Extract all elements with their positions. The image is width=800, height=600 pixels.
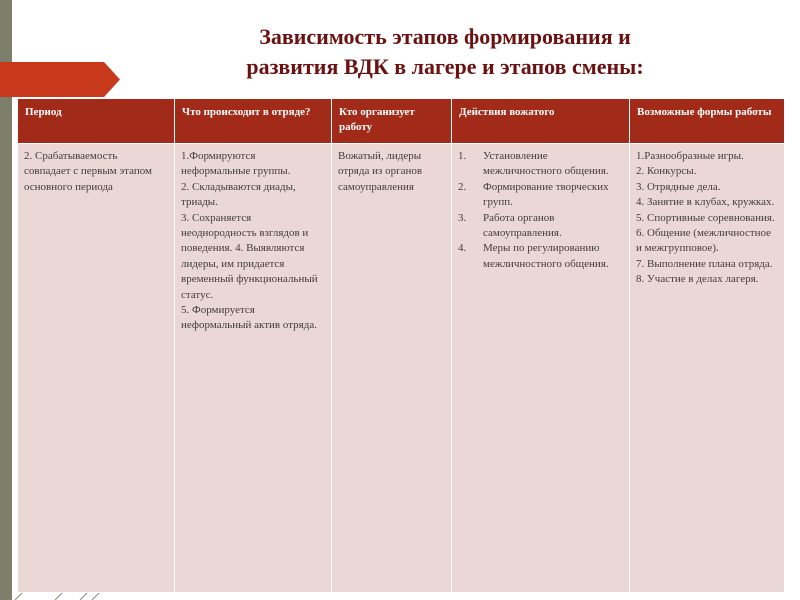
action-item [458,149,621,180]
action-number: 4. [458,242,467,255]
action-text: Меры по регулированию межличностного общения. [483,242,609,270]
title-arrow-shape [0,62,120,97]
action-text: Установление межличностного общения. [483,150,609,178]
cell-organizers: Вожатый, лидеры отряда из органов самоуправления [332,144,452,593]
cell-period: 2. Срабатываемость совпадает с первым этапом основного периода [18,144,175,593]
form-item: 1.Разнообразные игры. [636,150,744,162]
form-item: 8. Участие в делах лагеря. [636,273,759,286]
action-text: Работа органов самоуправления. [483,211,562,240]
slide-title [150,22,740,82]
happening-item: 1.Формируются неформальные группы. [181,150,291,178]
slide-title-line-1: Зависимость этапов формирования и [259,24,631,49]
header-forms: Возможные формы работы [630,99,785,144]
header-period: Период [18,99,175,144]
action-item [458,180,621,211]
slide-title-line-2: развития ВДК в лагере и этапов смены: [246,54,644,79]
happening-item: 3. Сохраняется неоднородность взглядов и поведения. 4. Выявляются лидеры, им придается временный функциональный статус. [181,211,318,301]
action-item [458,211,621,242]
stages-table [17,98,785,593]
form-item: 7. Выполнение плана отряда. [636,257,773,270]
action-number: 2. [458,180,467,193]
form-item: 3. Отрядные дела. [636,180,721,193]
form-item: 2. Конкурсы. [636,165,697,178]
table-header-row [18,99,785,144]
cell-happening [175,144,332,593]
action-number: 3. [458,211,467,224]
happening-item: 5. Формируется неформальный актив отряда. [181,304,317,332]
table-row [18,144,785,593]
form-item: 6. Общение (межличностное и межгрупповое). [636,227,772,255]
header-happening: Что происходит в отряде? [175,99,332,144]
header-actions: Действия вожатого [452,99,630,144]
action-number: 1. [458,150,467,162]
form-item: 5. Спортивные соревнования. [636,211,775,224]
happening-item: 2. Складываются диады, триады. [181,180,296,209]
action-item [458,241,621,272]
form-item: 4. Занятие в клубах, кружках. [636,196,775,209]
header-organizers: Кто организует работу [332,99,452,144]
actions-list [458,149,621,272]
cell-actions [452,144,630,593]
action-text: Формирование творческих групп. [483,180,609,209]
cell-forms [630,144,785,593]
